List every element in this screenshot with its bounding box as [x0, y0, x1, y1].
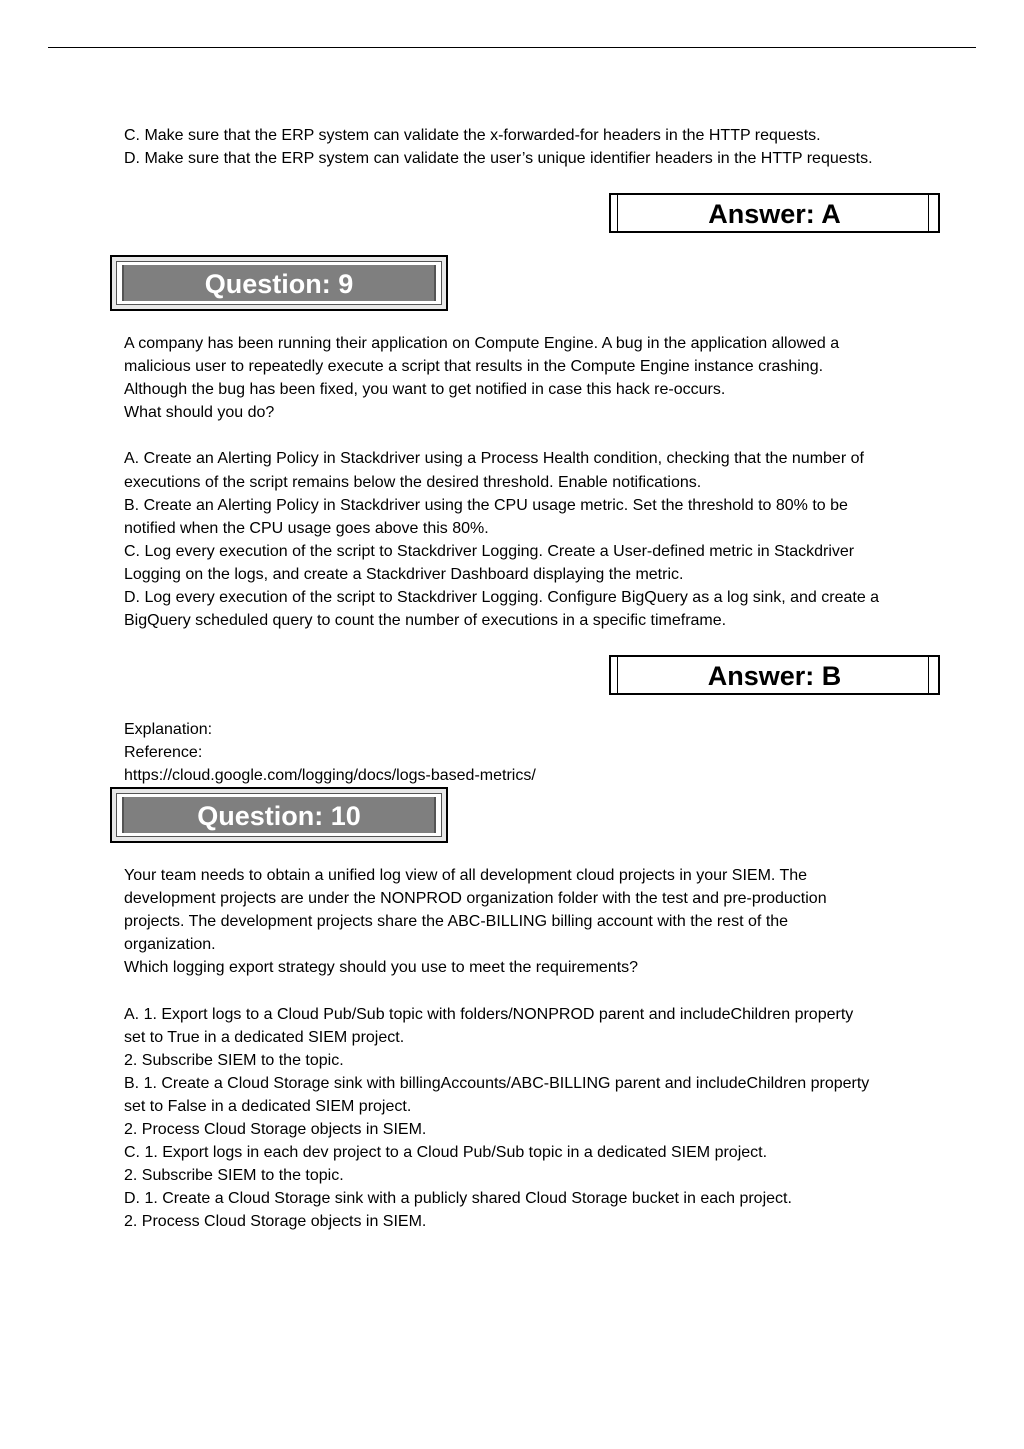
- option-line: C. Make sure that the ERP system can validate the x-forwarded-for headers in the HTTP requests.: [124, 127, 821, 144]
- option-line: set to False in a dedicated SIEM project.: [124, 1097, 412, 1115]
- question-line: malicious user to repeatedly execute a script that results in the Compute Engine instance crashing.: [124, 358, 824, 376]
- question-line: Which logging export strategy should you use to meet the requirements?: [124, 959, 639, 977]
- option-line: executions of the script remains below the desired threshold. Enable notifications.: [124, 473, 702, 491]
- option-line: notified when the CPU usage goes above this 80%.: [124, 519, 489, 537]
- question-10-text: [124, 864, 954, 1234]
- option-line: D. 1. Create a Cloud Storage sink with a publicly shared Cloud Storage bucket in each project.: [124, 1190, 792, 1208]
- answer-label: Answer: A: [708, 199, 841, 229]
- option-line: B. Create an Alerting Policy in Stackdriver using the CPU usage metric. Set the threshold to 80% to be: [124, 496, 848, 514]
- reference-label: Reference:: [124, 744, 203, 762]
- question-line: Although the bug has been fixed, you want to get notified in case this hack re-occurs.: [124, 381, 726, 399]
- question-9-heading: [110, 255, 448, 311]
- explanation-label: Explanation:: [124, 721, 213, 738]
- question-line: Your team needs to obtain a unified log view of all development cloud projects in your SIEM. The: [124, 867, 808, 884]
- option-line: C. Log every execution of the script to Stackdriver Logging. Create a User-defined metric in Stackdriver: [124, 542, 855, 560]
- answer-box-question-9: [609, 655, 940, 695]
- option-line: A. 1. Export logs to a Cloud Pub/Sub topic with folders/NONPROD parent and includeChildren property: [124, 1005, 854, 1023]
- option-line: BigQuery scheduled query to count the number of executions in a specific timeframe.: [124, 612, 727, 630]
- option-line: set to True in a dedicated SIEM project.: [124, 1028, 405, 1046]
- option-line: 2. Subscribe SIEM to the topic.: [124, 1167, 344, 1185]
- question-title: Question: 9: [204, 269, 354, 299]
- option-line: C. 1. Export logs in each dev project to a Cloud Pub/Sub topic in a dedicated SIEM project.: [124, 1144, 768, 1162]
- option-line: A. Create an Alerting Policy in Stackdriver using a Process Health condition, checking that the number of: [124, 450, 864, 468]
- question-line: organization.: [124, 936, 216, 954]
- question-line: projects. The development projects share the ABC-BILLING billing account with the rest of the: [124, 913, 789, 931]
- option-line: 2. Process Cloud Storage objects in SIEM.: [124, 1121, 427, 1139]
- header-rule: [48, 47, 976, 48]
- option-line: Logging on the logs, and create a Stackdriver Dashboard displaying the metric.: [124, 565, 684, 583]
- question-line: A company has been running their application on Compute Engine. A bug in the application allowed a: [124, 335, 840, 352]
- question-9-text: [124, 332, 954, 632]
- question-line: What should you do?: [124, 404, 275, 422]
- previous-question-options: [124, 124, 954, 170]
- answer-label: Answer: B: [707, 661, 842, 691]
- option-line: D. Log every execution of the script to Stackdriver Logging. Configure BigQuery as a log sink, and create a: [124, 589, 880, 607]
- option-line: 2. Subscribe SIEM to the topic.: [124, 1051, 344, 1069]
- option-line: 2. Process Cloud Storage objects in SIEM.: [124, 1213, 427, 1231]
- option-line: D. Make sure that the ERP system can validate the user’s unique identifier headers in the HTTP requests.: [124, 150, 873, 168]
- option-line: B. 1. Create a Cloud Storage sink with billingAccounts/ABC-BILLING parent and includeChildren property: [124, 1074, 870, 1092]
- reference-url: https://cloud.google.com/logging/docs/logs-based-metrics/: [124, 767, 536, 785]
- answer-box-previous: [609, 193, 940, 233]
- question-title: Question: 10: [197, 801, 361, 831]
- question-10-heading: [110, 787, 448, 843]
- question-9-explanation: [124, 718, 954, 787]
- question-line: development projects are under the NONPROD organization folder with the test and pre-production: [124, 890, 827, 908]
